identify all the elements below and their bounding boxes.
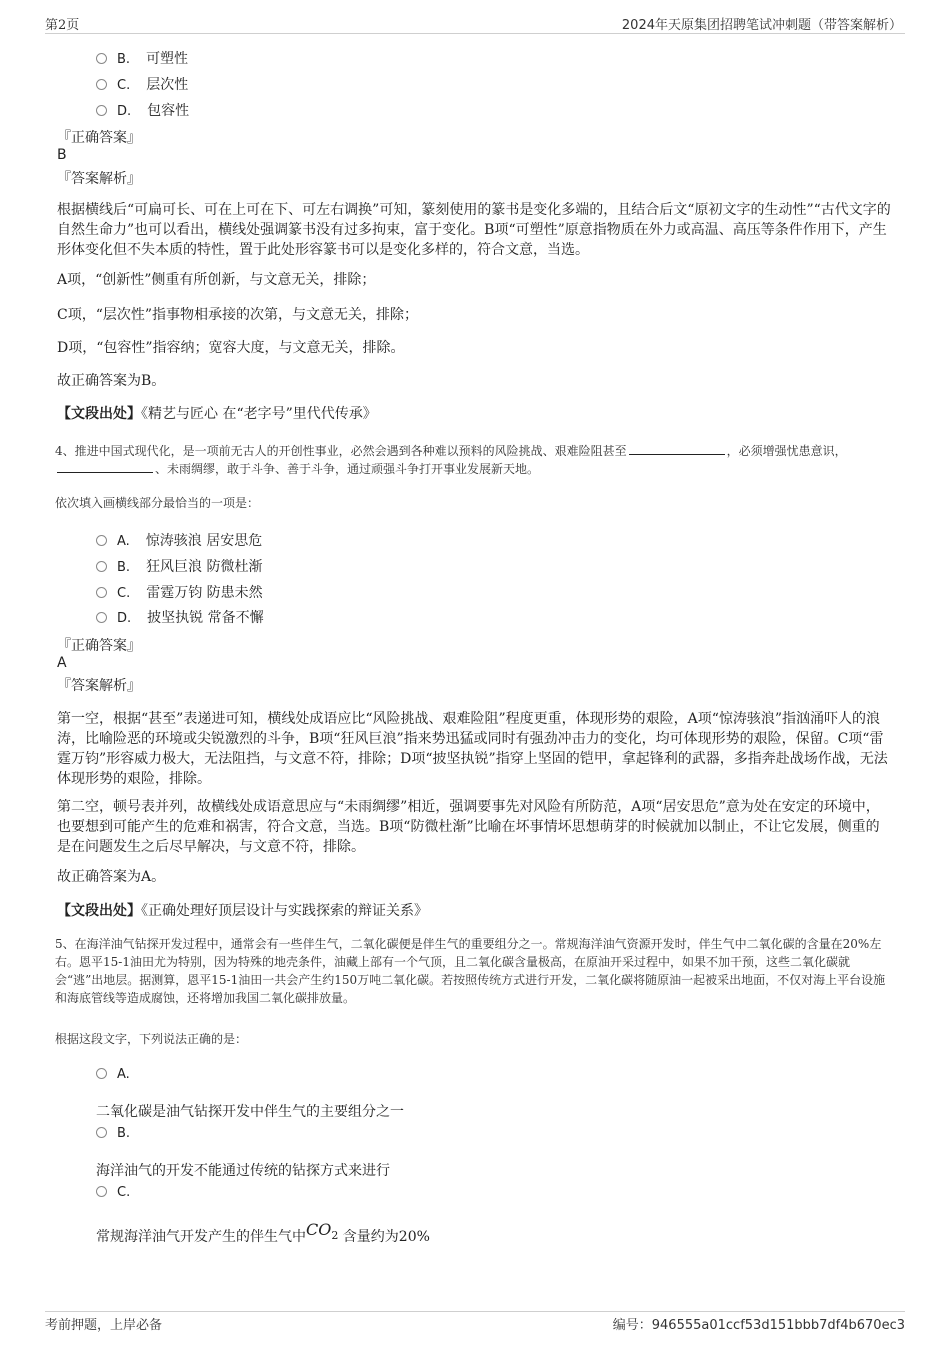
option-text: 包容性 (147, 103, 190, 119)
q4-stem (55, 442, 895, 478)
radio-icon[interactable] (96, 612, 107, 623)
option-letter: C. (117, 586, 131, 601)
q4-option-a[interactable] (96, 530, 262, 550)
q5-option-a[interactable] (96, 1066, 146, 1082)
footer-slogan: 考前押题，上岸必备 (45, 1318, 163, 1333)
radio-icon[interactable] (96, 79, 107, 90)
radio-icon[interactable] (96, 587, 107, 598)
document-title: 2024年天原集团招聘笔试冲刺题（带答案解析） (621, 18, 902, 33)
option-letter: B. (117, 1126, 131, 1141)
option-letter: C. (117, 78, 131, 93)
option-text: 层次性 (146, 77, 189, 93)
formula-sub: 2 (331, 1229, 339, 1243)
q4-option-c[interactable] (96, 582, 263, 602)
q3-conclusion: 故正确答案为B。 (57, 373, 166, 389)
q3-option-c[interactable] (96, 74, 188, 94)
option-letter: B. (117, 560, 131, 575)
option-letter: A. (117, 1067, 130, 1082)
radio-icon[interactable] (96, 1068, 107, 1079)
q4-prompt: 依次填入画横线部分最恰当的一项是： (55, 496, 260, 510)
q3-analysis-paragraph-4: D项，“包容性”指容纳；宽容大度，与文意无关，排除。 (57, 340, 405, 356)
q3-answer: B (57, 147, 67, 163)
q4-stem-part3: 、未雨绸缪，敢于斗争、善于斗争，通过顽强斗争打开事业发展新天地。 (155, 462, 540, 476)
q4-answer: A (57, 655, 67, 671)
radio-icon[interactable] (96, 1127, 107, 1138)
q4-analysis-paragraph-1: 第一空，根据“甚至”表递进可知，横线处成语应比“风险挑战、艰难险阻”程度更重，体现形势的艰险，A项“惊涛骇浪”指汹涌吓人的浪涛，比喻险恶的环境或尖锐激烈的斗争，B项“狂风巨浪”指来势迅猛或同时有强劲冲击力的变化，均可体现形势的艰险，保留。C项“雷霆万钧”形容威力极大，无法阻挡，与文意不符，排除；D项“披坚执锐”指穿上坚固的铠甲，拿起锋利的武器，多指奔赴战场作战，无法体现形势的艰险，排除。 (57, 711, 888, 787)
header-divider (45, 33, 905, 34)
q5-prompt: 根据这段文字，下列说法正确的是： (55, 1032, 248, 1046)
footer-serial-number: 编号：946555a01ccf53d151bbb7df4b670ec3 (612, 1318, 905, 1333)
q3-analysis-paragraph-1: 根据横线后“可扁可长、可在上可在下、可左右调换”可知，篆刻使用的篆书是变化多端的，且结合后文“原初文字的生动性”“古代文字的自然生命力”也可以看出，横线处强调篆书没有过多拘束，富于变化。B项“可塑性”原意指物质在外力或高温、高压等条件作用下，产生形体变化但不失本质的特性，置于此处形容篆书可以是变化多样的，符合文意，当选。 (57, 202, 891, 258)
q5-option-b-text: 海洋油气的开发不能通过传统的钻探方式来进行 (96, 1163, 390, 1179)
q4-source (57, 901, 893, 921)
q5-stem: 5、在海洋油气钻探开发过程中，通常会有一些伴生气，二氧化碳便是伴生气的重要组分之一。常规海洋油气资源开发时，伴生气中二氧化碳的含量在20%左右。恩平15-1油田尤为特别，因为特殊的地壳条件，油藏上部有一个气顶，且二氧化碳含量极高，在原油开采过程中，如果不加干预，这些二氧化碳就会“逃”出地层。据测算，恩平15-1油田一共会产生约150万吨二氧化碳。若按照传统方式进行开发，二氧化碳将随原油一起被采出地面，不仅对海上平台设施和海底管线等造成腐蚀，还将增加我国二氧化碳排放量。 (55, 937, 886, 1005)
option-text: 披坚执锐 常备不懈 (147, 610, 264, 626)
q4-blank-1 (629, 442, 725, 455)
option-text: 可塑性 (146, 51, 189, 67)
q3-analysis-label: 『答案解析』 (57, 171, 141, 187)
co2-formula (306, 1220, 339, 1243)
q5-option-b[interactable] (96, 1125, 146, 1141)
option-text: 雷霆万钧 防患未然 (146, 585, 263, 601)
q5-option-c[interactable] (96, 1184, 146, 1200)
option-text-after: 含量约为20% (338, 1229, 430, 1245)
q3-option-b[interactable] (96, 48, 188, 68)
radio-icon[interactable] (96, 53, 107, 64)
q3-analysis-paragraph-2: A项，“创新性”侧重有所创新，与文意无关，排除； (57, 272, 376, 288)
source-text: 《正确处理好顶层设计与实践探索的辩证关系》 (141, 903, 428, 919)
q4-conclusion: 故正确答案为A。 (57, 869, 166, 885)
footer-divider (45, 1311, 905, 1312)
option-text: 狂风巨浪 防微杜渐 (146, 559, 263, 575)
q5-option-a-text: 二氧化碳是油气钻探开发中伴生气的主要组分之一 (96, 1104, 404, 1120)
q4-option-d[interactable] (96, 607, 264, 627)
radio-icon[interactable] (96, 105, 107, 116)
q4-option-b[interactable] (96, 556, 263, 576)
q4-blank-2 (57, 460, 153, 473)
source-label: 【文段出处】 (57, 406, 141, 422)
option-letter: B. (117, 52, 131, 67)
q4-analysis-paragraph-2: 第二空，顿号表并列，故横线处成语意思应与“未雨绸缪”相近，强调要事先对风险有所防范，A项“居安思危”意为处在安定的环境中，也要想到可能产生的危难和祸害，符合文意，当选。B项“防微杜渐”比喻在坏事情坏思想萌芽的时候就加以制止，不让它发展，侧重的是在问题发生之后尽早解决，与文意不符，排除。 (57, 799, 880, 855)
option-text: 惊涛骇浪 居安思危 (145, 533, 263, 549)
q3-answer-label: 『正确答案』 (57, 130, 141, 146)
source-label: 【文段出处】 (57, 903, 141, 919)
formula-main: CO (306, 1220, 332, 1239)
option-letter: A. (117, 534, 130, 549)
q3-source (57, 404, 893, 424)
q4-analysis-label: 『答案解析』 (57, 678, 141, 694)
option-text-before: 常规海洋油气开发产生的伴生气中 (96, 1229, 306, 1245)
q4-answer-label: 『正确答案』 (57, 638, 141, 654)
radio-icon[interactable] (96, 535, 107, 546)
q3-analysis-paragraph-3: C项，“层次性”指事物相承接的次第，与文意无关，排除； (57, 307, 419, 323)
source-text: 《精艺与匠心 在“老字号”里代代传承》 (141, 406, 377, 422)
q3-option-d[interactable] (96, 100, 189, 120)
q5-option-c-text (96, 1220, 430, 1248)
q4-stem-part2: ，必须增强忧患意识， (726, 444, 847, 458)
q4-stem-part1: 4、推进中国式现代化，是一项前无古人的开创性事业，必然会遇到各种难以预料的风险挑战、艰难险阻甚至 (55, 444, 627, 458)
option-letter: C. (117, 1185, 131, 1200)
option-letter: D. (117, 104, 132, 119)
option-letter: D. (117, 611, 132, 626)
radio-icon[interactable] (96, 561, 107, 572)
page-number: 第2页 (45, 18, 80, 33)
radio-icon[interactable] (96, 1186, 107, 1197)
